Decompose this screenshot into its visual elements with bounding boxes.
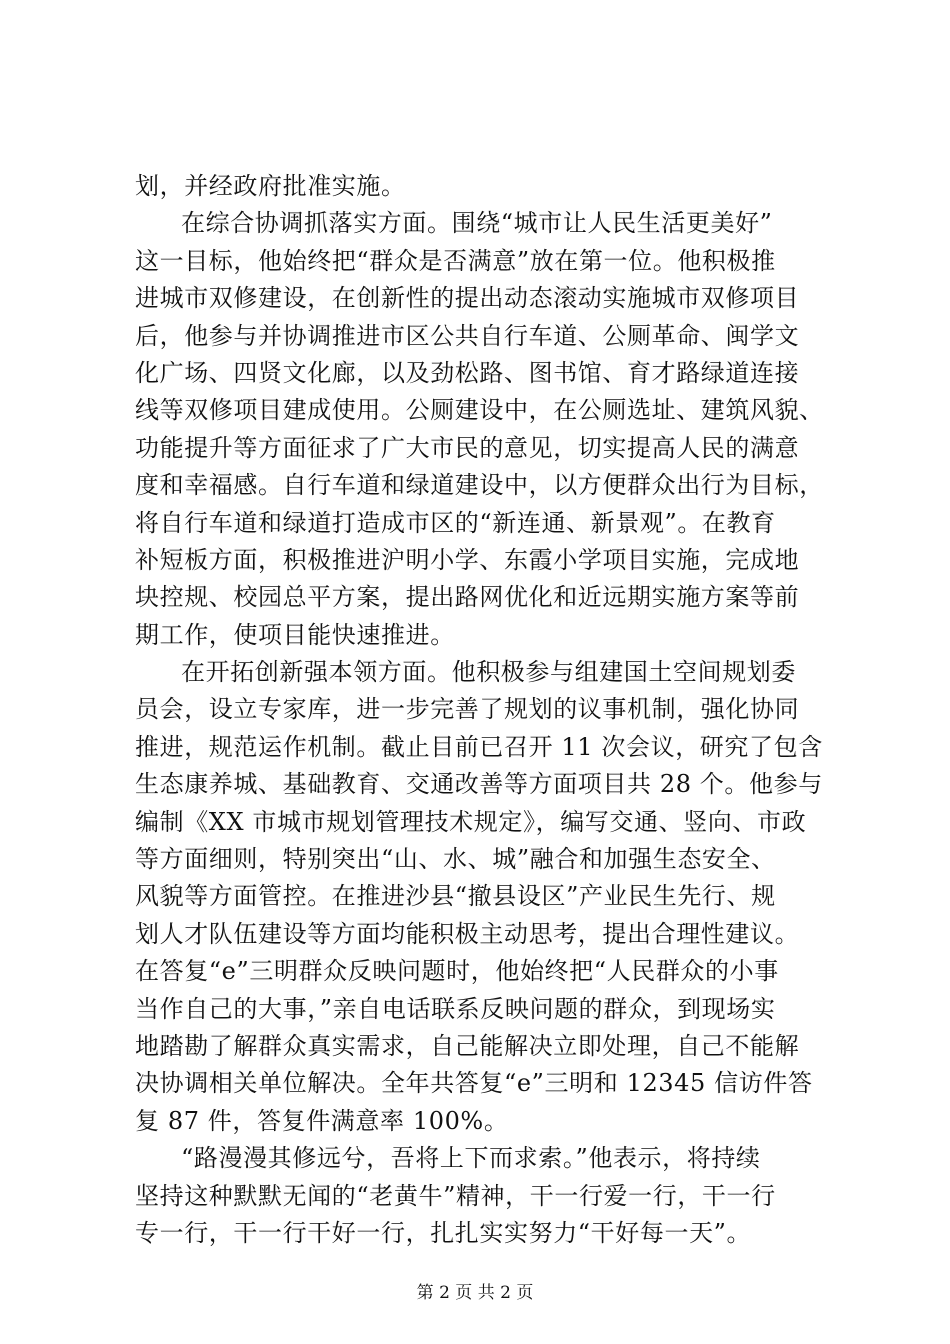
text-line: 功能提升等方面征求了广大市民的意见，切实提高人民的满意: [135, 433, 800, 462]
text-line: 将自行车道和绿道打造成市区的“新连通、新景观”。在教育: [135, 508, 776, 537]
text-line: 风貌等方面管控。在推进沙县“撤县设区”产业民生先行、规: [135, 882, 776, 911]
paragraph-start-line: “路漫漫其修远兮，吾将上下而求索。”他表示，将持续: [181, 1144, 761, 1173]
text-line: 补短板方面，积极推进沪明小学、东霞小学项目实施，完成地: [135, 545, 800, 574]
text-line: 后，他参与并协调推进市区公共自行车道、公厕革命、闽学文: [135, 321, 800, 350]
document-body: [135, 168, 835, 1252]
paragraph-start-line: 在开拓创新强本领方面。他积极参与组建国土空间规划委: [181, 658, 796, 687]
text-line: 专一行，干一行干好一行，扎扎实实努力“干好每一天”。: [135, 1218, 752, 1247]
text-line: 化广场、四贤文化廊，以及劲松路、图书馆、育才路绿道连接: [135, 358, 800, 387]
text-line: 度和幸福感。自行车道和绿道建设中，以方便群众出行为目标，: [135, 471, 824, 500]
text-line: 坚持这种默默无闻的“老黄牛”精神，干一行爱一行，干一行: [135, 1181, 776, 1210]
text-line: 决协调相关单位解决。全年共答复“e”三明和 12345 信访件答: [135, 1069, 813, 1098]
text-line: 划人才队伍建设等方面均能积极主动思考，提出合理性建议。: [135, 919, 800, 948]
text-line: 生态康养城、基础教育、交通改善等方面项目共 28 个。他参与: [135, 770, 823, 799]
text-line: 员会，设立专家库，进一步完善了规划的议事机制，强化协同: [135, 695, 800, 724]
text-line: 块控规、校园总平方案，提出路网优化和近远期实施方案等前: [135, 583, 800, 612]
text-line: 进城市双修建设，在创新性的提出动态滚动实施城市双修项目: [135, 284, 800, 313]
paragraph-start-line: 在综合协调抓落实方面。围绕“城市让人民生活更美好”: [181, 209, 773, 238]
text-line: 这一目标，他始终把“群众是否满意”放在第一位。他积极推: [135, 246, 776, 275]
text-line: 当作自己的大事，”亲自电话联系反映问题的群众，到现场实: [135, 994, 776, 1023]
text-line: 编制《XX 市城市规划管理技术规定》，编写交通、竖向、市政: [135, 807, 807, 836]
text-line: 等方面细则，特别突出“山、水、城”融合和加强生态安全、: [135, 845, 776, 874]
text-line: 期工作，使项目能快速推进。: [135, 620, 455, 649]
text-line: 线等双修项目建成使用。公厕建设中，在公厕选址、建筑风貌、: [135, 396, 824, 425]
text-line: 在答复“e”三明群众反映问题时，他始终把“人民群众的小事: [135, 957, 779, 986]
text-line: 推进，规范运作机制。截止目前已召开 11 次会议，研究了包含: [135, 732, 823, 761]
text-line: 复 87 件，答复件满意率 100%。: [135, 1106, 509, 1135]
text-line: 划，并经政府批准实施。: [135, 172, 406, 200]
text-line: 地踏勘了解群众真实需求，自己能解决立即处理，自己不能解: [135, 1031, 800, 1060]
page-number-footer: 第 2 页 共 2 页: [416, 1283, 534, 1303]
